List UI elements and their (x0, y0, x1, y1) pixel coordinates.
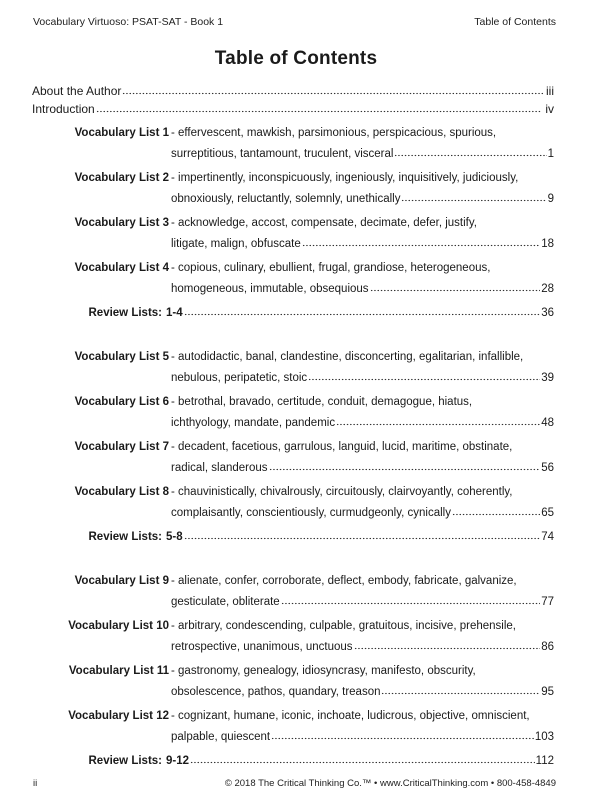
toc-page-number: 48 (541, 417, 554, 429)
word-list-line-1: - autodidactic, banal, clandestine, disconcerting, egalitarian, infallible, (171, 351, 524, 363)
group-spacer (32, 118, 554, 120)
toc-page-number: 28 (541, 283, 554, 295)
word-list-line-2-text: retrospective, unanimous, unctuous (171, 641, 353, 653)
toc-page-number: 1 (547, 148, 554, 160)
word-list-line-2 (171, 503, 554, 524)
review-lists-range: 1-4 (166, 307, 183, 319)
toc-entry-vocabulary-list[interactable] (32, 168, 554, 210)
vocabulary-list-label: Vocabulary List 5 (74, 351, 169, 363)
toc-entry-vocabulary-list[interactable] (32, 616, 554, 658)
word-list-line-1: - decadent, facetious, garrulous, languid, lucid, maritime, obstinate, (171, 441, 513, 453)
word-list-line-2-text: gesticulate, obliterate (171, 596, 280, 608)
dot-leader (370, 279, 541, 292)
header-book-title: Vocabulary Virtuoso: PSAT-SAT - Book 1 (33, 16, 224, 28)
vocabulary-word-list (171, 437, 554, 479)
toc-entry-vocabulary-list[interactable] (32, 258, 554, 300)
vocabulary-list-label: Vocabulary List 10 (68, 620, 169, 632)
footer-page-number: ii (33, 778, 38, 789)
toc-page-number: 112 (535, 755, 554, 767)
toc-entry-vocabulary-list[interactable] (32, 661, 554, 703)
toc-page-number: 77 (541, 596, 554, 608)
vocabulary-list-label: Vocabulary List 8 (74, 486, 169, 498)
dot-leader (381, 682, 540, 695)
toc-page-number: 103 (534, 731, 554, 743)
word-list-line-1: - alienate, confer, corroborate, deflect, embody, fabricate, galvanize, (171, 575, 517, 587)
word-list-line-1: - impertinently, inconspicuously, ingeniously, inquisitively, judiciously, (171, 172, 519, 184)
toc-entry-vocabulary-list[interactable] (32, 706, 554, 748)
vocabulary-word-list (171, 392, 554, 434)
word-list-line-2 (171, 189, 554, 210)
word-list-line-2-text: complaisantly, conscientiously, curmudgeonly, cynically (171, 507, 451, 519)
word-list-line-1: - acknowledge, accost, compensate, decimate, defer, justify, (171, 217, 477, 229)
word-list-line-1: - effervescent, mawkish, parsimonious, perspicacious, spurious, (171, 127, 497, 139)
dot-leader (122, 82, 543, 95)
word-list-line-1: - betrothal, bravado, certitude, conduit, demagogue, hiatus, (171, 396, 473, 408)
toc-page-number: 39 (541, 372, 554, 384)
word-list-line-2-text: palpable, quiescent (171, 731, 271, 743)
vocabulary-word-list (171, 213, 554, 255)
toc-page-number: iv (545, 102, 554, 116)
vocabulary-list-label: Vocabulary List 3 (74, 217, 169, 229)
vocabulary-word-list (171, 482, 554, 524)
word-list-line-2-text: obnoxiously, reluctantly, solemnly, unethically (171, 193, 401, 205)
vocabulary-list-label: Vocabulary List 12 (68, 710, 169, 722)
dot-leader (184, 303, 541, 316)
vocabulary-list-label: Vocabulary List 7 (74, 441, 169, 453)
word-list-line-2-text: surreptitious, tantamount, truculent, visceral (171, 148, 394, 160)
footer-copyright: © 2018 The Critical Thinking Co.™ • www.CriticalThinking.com • 800-458-4849 (224, 778, 556, 789)
word-list-line-2 (171, 682, 554, 703)
review-lists-label: Review Lists: (88, 531, 162, 543)
word-list-line-2 (171, 637, 554, 658)
review-lists-range: 9-12 (166, 755, 190, 767)
toc-page-number: 95 (541, 686, 554, 698)
header-section: Table of Contents (474, 16, 556, 28)
word-list-line-2 (171, 727, 554, 748)
word-list-line-2 (171, 144, 554, 165)
toc-entry-vocabulary-list[interactable] (32, 437, 554, 479)
word-list-line-2 (171, 592, 554, 613)
dot-leader (308, 368, 540, 381)
word-list-line-2 (171, 368, 554, 389)
dot-leader (354, 637, 541, 650)
vocabulary-word-list (171, 616, 554, 658)
toc-page-number: 65 (541, 507, 554, 519)
toc-entry-about-author[interactable] (32, 82, 554, 100)
word-list-line-2-text: obsolescence, pathos, quandary, treason (171, 686, 381, 698)
dot-leader (96, 100, 543, 113)
toc-entry-label: About the Author (32, 84, 122, 98)
vocabulary-word-list (171, 347, 554, 389)
review-lists-range: 5-8 (166, 531, 183, 543)
word-list-line-2-text: litigate, malign, obfuscate (171, 238, 301, 250)
toc-entry-vocabulary-list[interactable] (32, 571, 554, 613)
toc-entry-vocabulary-list[interactable] (32, 482, 554, 524)
page-title: Table of Contents (214, 48, 378, 69)
toc-entry-vocabulary-list[interactable] (32, 392, 554, 434)
word-list-line-1: - gastronomy, genealogy, idiosyncrasy, manifesto, obscurity, (171, 665, 476, 677)
dot-leader (401, 189, 546, 202)
toc-page-number: 74 (541, 531, 554, 543)
toc-entry-review-lists[interactable] (32, 527, 554, 548)
word-list-line-2 (171, 458, 554, 479)
word-list-line-2-text: radical, slanderous (171, 462, 268, 474)
toc-entry-vocabulary-list[interactable] (32, 347, 554, 389)
page-footer (33, 778, 556, 789)
toc-entry-vocabulary-list[interactable] (32, 213, 554, 255)
dot-leader (269, 458, 541, 471)
dot-leader (394, 144, 546, 157)
toc-entry-label: Introduction (32, 102, 95, 116)
word-list-line-1: - cognizant, humane, iconic, inchoate, ludicrous, objective, omniscient, (171, 710, 530, 722)
vocabulary-word-list (171, 661, 554, 703)
word-list-line-1: - copious, culinary, ebullient, frugal, grandiose, heterogeneous, (171, 262, 491, 274)
word-list-line-2-text: ichthyology, mandate, pandemic (171, 417, 336, 429)
vocabulary-word-list (171, 168, 554, 210)
toc-page-number: 36 (541, 307, 554, 319)
dot-leader (184, 527, 541, 540)
vocabulary-word-list (171, 258, 554, 300)
word-list-line-2-text: nebulous, peripatetic, stoic (171, 372, 308, 384)
word-list-line-2 (171, 234, 554, 255)
running-header (33, 16, 556, 28)
group-spacer (32, 548, 554, 568)
toc-entry-vocabulary-list[interactable] (32, 123, 554, 165)
vocabulary-list-label: Vocabulary List 4 (74, 262, 169, 274)
toc-entry-review-lists[interactable] (32, 303, 554, 324)
vocabulary-list-label: Vocabulary List 2 (74, 172, 169, 184)
vocabulary-word-list (171, 123, 554, 165)
dot-leader (302, 234, 540, 247)
vocabulary-list-label: Vocabulary List 9 (74, 575, 169, 587)
toc-page-number: 18 (541, 238, 554, 250)
toc-page-number: iii (546, 84, 554, 98)
vocabulary-list-label: Vocabulary List 6 (74, 396, 169, 408)
toc-page-number: 86 (541, 641, 554, 653)
word-list-line-2 (171, 413, 554, 434)
vocabulary-word-list (171, 706, 554, 748)
dot-leader (281, 592, 541, 605)
vocabulary-word-list (171, 571, 554, 613)
review-lists-label: Review Lists: (88, 755, 162, 767)
table-of-contents (32, 82, 554, 772)
word-list-line-2 (171, 279, 554, 300)
vocabulary-list-label: Vocabulary List 1 (74, 127, 169, 139)
word-list-line-1: - arbitrary, condescending, culpable, gratuitous, incisive, prehensile, (171, 620, 516, 632)
dot-leader (190, 751, 535, 764)
dot-leader (271, 727, 534, 740)
review-lists-label: Review Lists: (88, 307, 162, 319)
word-list-line-2-text: homogeneous, immutable, obsequious (171, 283, 369, 295)
dot-leader (336, 413, 540, 426)
dot-leader (452, 503, 540, 516)
vocabulary-list-label: Vocabulary List 11 (68, 665, 169, 677)
word-list-line-1: - chauvinistically, chivalrously, circuitously, clairvoyantly, coherently, (171, 486, 513, 498)
group-spacer (32, 324, 554, 344)
toc-page-number: 56 (541, 462, 554, 474)
toc-entry-review-lists[interactable] (32, 751, 554, 772)
toc-page-number: 9 (547, 193, 554, 205)
toc-entry-introduction[interactable] (32, 100, 554, 118)
